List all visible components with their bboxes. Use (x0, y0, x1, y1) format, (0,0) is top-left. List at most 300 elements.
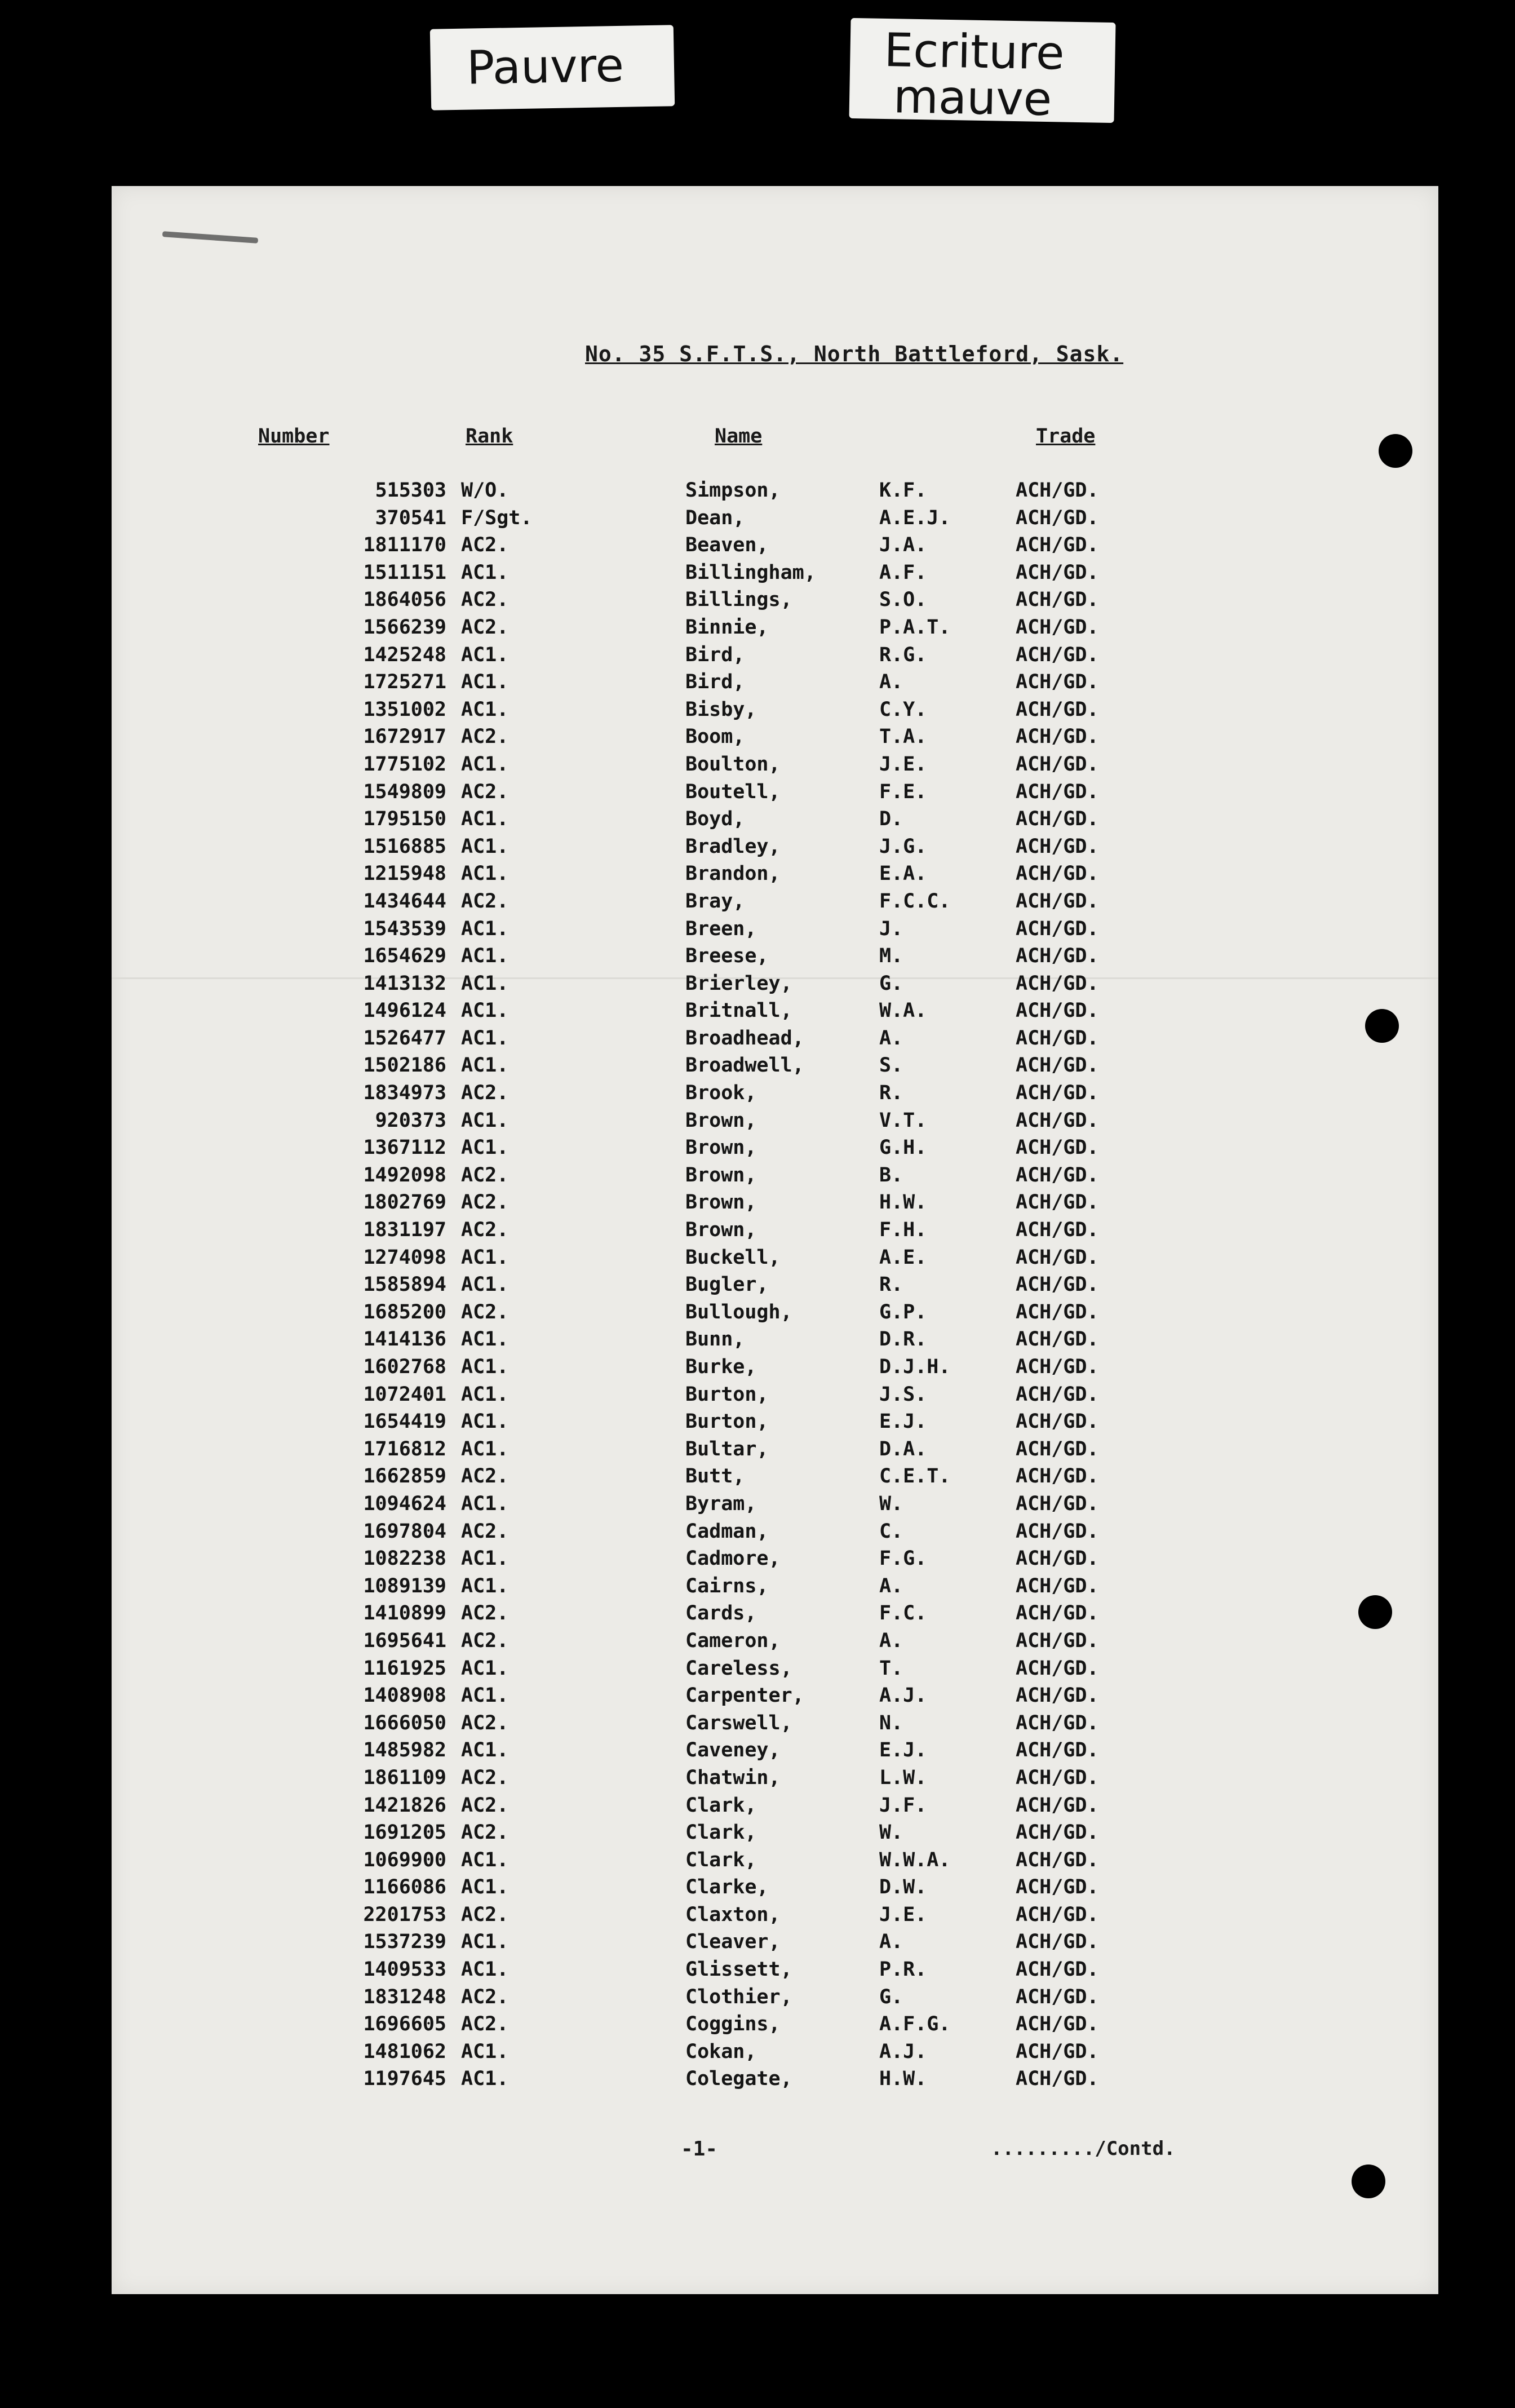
cell-initials: B. (879, 1163, 903, 1187)
cell-surname: Bird, (685, 643, 745, 666)
cell-rank: AC1. (461, 1876, 509, 1899)
cell-trade: ACH/GD. (1016, 835, 1099, 858)
cell-rank: AC1. (461, 1657, 509, 1680)
document-title: No. 35 S.F.T.S., North Battleford, Sask. (585, 342, 1124, 366)
cell-trade: ACH/GD. (1016, 1985, 1099, 2008)
cell-number: 1666050 (363, 1711, 446, 1734)
cell-number: 1072401 (363, 1383, 446, 1406)
cell-initials: S.O. (879, 588, 927, 612)
cell-rank: AC2. (461, 534, 509, 557)
cell-initials: S. (879, 1054, 903, 1077)
cell-initials: G. (879, 972, 903, 995)
cell-rank: AC2. (461, 780, 509, 803)
table-row (112, 1602, 1438, 1630)
archive-label-right (849, 18, 1115, 127)
cell-trade: ACH/GD. (1016, 1410, 1099, 1433)
cell-number: 1831248 (363, 1985, 446, 2008)
cell-surname: Careless, (685, 1657, 792, 1680)
cell-surname: Boyd, (685, 808, 745, 831)
cell-number: 1421826 (363, 1794, 446, 1817)
cell-surname: Bunn, (685, 1328, 745, 1351)
cell-number: 1274098 (363, 1246, 446, 1269)
cell-surname: Clothier, (685, 1985, 792, 2008)
cell-rank: AC1. (461, 1437, 509, 1460)
cell-surname: Carpenter, (685, 1684, 804, 1707)
cell-trade: ACH/GD. (1016, 1328, 1099, 1351)
table-row (112, 945, 1438, 972)
cell-rank: AC2. (461, 725, 509, 749)
cell-trade: ACH/GD. (1016, 1684, 1099, 1707)
label-right-line1: Ecriture (883, 23, 1065, 81)
cell-rank: AC2. (461, 1985, 509, 2008)
cell-surname: Brook, (685, 1082, 757, 1105)
cell-surname: Clark, (685, 1794, 757, 1817)
cell-initials: A.J. (879, 1684, 927, 1707)
cell-number: 1811170 (363, 534, 446, 557)
cell-surname: Broadhead, (685, 1026, 804, 1050)
table-row (112, 1383, 1438, 1411)
table-row (112, 1547, 1438, 1575)
table-row (112, 862, 1438, 890)
cell-initials: F.C. (879, 1602, 927, 1625)
cell-number: 1654419 (363, 1410, 446, 1433)
cell-rank: AC2. (461, 1465, 509, 1488)
cell-number: 1166086 (363, 1876, 446, 1899)
table-row (112, 1219, 1438, 1246)
cell-number: 1697804 (363, 1520, 446, 1543)
cell-number: 1481062 (363, 2040, 446, 2063)
table-row (112, 1739, 1438, 1767)
punch-hole (1352, 2164, 1385, 2198)
cell-surname: Bultar, (685, 1437, 769, 1460)
cell-trade: ACH/GD. (1016, 1794, 1099, 1817)
cell-initials: L.W. (879, 1766, 927, 1789)
cell-trade: ACH/GD. (1016, 1300, 1099, 1323)
cell-rank: AC1. (461, 862, 509, 886)
cell-trade: ACH/GD. (1016, 698, 1099, 721)
cell-initials: G. (879, 1985, 903, 2008)
cell-number: 1094624 (363, 1492, 446, 1515)
cell-rank: AC1. (461, 698, 509, 721)
cell-surname: Clark, (685, 1821, 757, 1844)
cell-trade: ACH/GD. (1016, 1657, 1099, 1680)
cell-initials: M. (879, 945, 903, 968)
cell-surname: Cairns, (685, 1574, 769, 1597)
cell-initials: H.W. (879, 2068, 927, 2091)
table-row (112, 1575, 1438, 1603)
cell-surname: Breen, (685, 917, 757, 940)
table-row (112, 507, 1438, 534)
cell-initials: J.S. (879, 1383, 927, 1406)
cell-initials: R.G. (879, 643, 927, 666)
cell-number: 1672917 (363, 725, 446, 749)
cell-initials: W.W.A. (879, 1848, 951, 1871)
table-row (112, 1657, 1438, 1685)
cell-number: 1496124 (363, 999, 446, 1022)
cell-number: 1537239 (363, 1931, 446, 1954)
cell-surname: Cards, (685, 1602, 757, 1625)
cell-trade: ACH/GD. (1016, 561, 1099, 584)
table-row (112, 725, 1438, 753)
cell-initials: F.C.C. (879, 889, 951, 913)
table-row (112, 698, 1438, 726)
cell-trade: ACH/GD. (1016, 1219, 1099, 1242)
table-row (112, 1136, 1438, 1164)
cell-number: 1802769 (363, 1191, 446, 1214)
cell-rank: AC1. (461, 999, 509, 1022)
cell-surname: Billingham, (685, 561, 816, 584)
cell-rank: AC1. (461, 1136, 509, 1159)
table-row (112, 972, 1438, 1000)
cell-number: 920373 (375, 1109, 446, 1132)
page-number: -1- (681, 2137, 718, 2161)
table-row (112, 835, 1438, 863)
cell-rank: W/O. (461, 479, 509, 502)
cell-number: 1492098 (363, 1163, 446, 1187)
cell-trade: ACH/GD. (1016, 1629, 1099, 1652)
cell-rank: AC1. (461, 1492, 509, 1515)
cell-trade: ACH/GD. (1016, 1136, 1099, 1159)
cell-surname: Bullough, (685, 1300, 792, 1323)
ink-smudge (162, 231, 258, 244)
cell-surname: Cadmore, (685, 1547, 781, 1570)
cell-number: 1861109 (363, 1766, 446, 1789)
cell-trade: ACH/GD. (1016, 643, 1099, 666)
cell-initials: C. (879, 1520, 903, 1543)
cell-rank: AC2. (461, 1520, 509, 1543)
cell-rank: AC2. (461, 1602, 509, 1625)
cell-surname: Brierley, (685, 972, 792, 995)
cell-trade: ACH/GD. (1016, 1931, 1099, 1954)
cell-number: 370541 (375, 506, 446, 529)
cell-number: 1775102 (363, 753, 446, 776)
cell-surname: Breese, (685, 945, 769, 968)
cell-number: 1434644 (363, 889, 446, 913)
cell-surname: Buckell, (685, 1246, 781, 1269)
cell-surname: Claxton, (685, 1903, 781, 1926)
cell-surname: Coggins, (685, 2013, 781, 2036)
cell-initials: E.J. (879, 1739, 927, 1762)
cell-initials: R. (879, 1082, 903, 1105)
cell-number: 1654629 (363, 945, 446, 968)
cell-rank: AC1. (461, 2068, 509, 2091)
table-row (112, 808, 1438, 835)
cell-surname: Clarke, (685, 1876, 769, 1899)
table-row (112, 1904, 1438, 1931)
cell-number: 1566239 (363, 616, 446, 639)
table-row (112, 1191, 1438, 1219)
cell-initials: V.T. (879, 1109, 927, 1132)
cell-rank: AC2. (461, 1191, 509, 1214)
cell-initials: A.J. (879, 2040, 927, 2063)
table-row (112, 781, 1438, 808)
cell-initials: R. (879, 1273, 903, 1296)
cell-surname: Cleaver, (685, 1931, 781, 1954)
table-row (112, 753, 1438, 781)
table-row (112, 1958, 1438, 1986)
cell-rank: AC2. (461, 616, 509, 639)
table-row (112, 479, 1438, 507)
cell-trade: ACH/GD. (1016, 1876, 1099, 1899)
table-row (112, 999, 1438, 1027)
cell-surname: Binnie, (685, 616, 769, 639)
cell-number: 1685200 (363, 1300, 446, 1323)
cell-trade: ACH/GD. (1016, 1766, 1099, 1789)
cell-number: 1408908 (363, 1684, 446, 1707)
cell-initials: H.W. (879, 1191, 927, 1214)
cell-surname: Cameron, (685, 1629, 781, 1652)
label-left-text: Pauvre (466, 38, 624, 95)
cell-trade: ACH/GD. (1016, 616, 1099, 639)
header-trade: Trade (1036, 425, 1096, 448)
cell-rank: AC2. (461, 1300, 509, 1323)
cell-rank: AC1. (461, 1739, 509, 1762)
cell-rank: AC2. (461, 1903, 509, 1926)
cell-number: 1691205 (363, 1821, 446, 1844)
cell-trade: ACH/GD. (1016, 1574, 1099, 1597)
cell-rank: AC1. (461, 1328, 509, 1351)
cell-number: 1696605 (363, 2013, 446, 2036)
cell-initials: A. (879, 1026, 903, 1050)
cell-surname: Butt, (685, 1465, 745, 1488)
table-row (112, 616, 1438, 644)
cell-trade: ACH/GD. (1016, 479, 1099, 502)
cell-surname: Simpson, (685, 479, 781, 502)
cell-initials: A. (879, 1629, 903, 1652)
cell-trade: ACH/GD. (1016, 1026, 1099, 1050)
table-row (112, 1520, 1438, 1548)
cell-number: 1864056 (363, 588, 446, 612)
cell-rank: AC1. (461, 1848, 509, 1871)
cell-number: 1413132 (363, 972, 446, 995)
cell-initials: J. (879, 917, 903, 940)
cell-trade: ACH/GD. (1016, 588, 1099, 612)
cell-number: 1716812 (363, 1437, 446, 1460)
cell-initials: J.E. (879, 1903, 927, 1926)
cell-initials: A.F. (879, 561, 927, 584)
cell-trade: ACH/GD. (1016, 506, 1099, 529)
cell-initials: D.J.H. (879, 1356, 951, 1378)
cell-trade: ACH/GD. (1016, 1356, 1099, 1378)
cell-number: 1695641 (363, 1629, 446, 1652)
table-row (112, 588, 1438, 616)
cell-rank: AC1. (461, 1026, 509, 1050)
cell-trade: ACH/GD. (1016, 1437, 1099, 1460)
cell-surname: Chatwin, (685, 1766, 781, 1789)
header-rank: Rank (466, 425, 513, 448)
cell-initials: G.H. (879, 1136, 927, 1159)
table-row (112, 1821, 1438, 1849)
cell-rank: AC1. (461, 1547, 509, 1570)
cell-rank: F/Sgt. (461, 506, 533, 529)
cell-surname: Carswell, (685, 1711, 792, 1734)
table-row (112, 1767, 1438, 1794)
table-row (112, 1684, 1438, 1712)
table-row (112, 1328, 1438, 1356)
cell-initials: T. (879, 1657, 903, 1680)
personnel-list (112, 479, 1438, 2095)
cell-initials: P.R. (879, 1958, 927, 1981)
cell-rank: AC2. (461, 1163, 509, 1187)
cell-trade: ACH/GD. (1016, 1520, 1099, 1543)
cell-initials: D. (879, 808, 903, 831)
cell-trade: ACH/GD. (1016, 1246, 1099, 1269)
cell-surname: Bisby, (685, 698, 757, 721)
cell-number: 1585894 (363, 1273, 446, 1296)
cell-surname: Brown, (685, 1136, 757, 1159)
cell-trade: ACH/GD. (1016, 1492, 1099, 1515)
cell-surname: Glissett, (685, 1958, 792, 1981)
cell-trade: ACH/GD. (1016, 2013, 1099, 2036)
cell-rank: AC2. (461, 1711, 509, 1734)
cell-rank: AC1. (461, 2040, 509, 2063)
cell-initials: A.F.G. (879, 2013, 951, 2036)
cell-surname: Boutell, (685, 780, 781, 803)
cell-number: 1410899 (363, 1602, 446, 1625)
cell-number: 1602768 (363, 1356, 446, 1378)
cell-surname: Billings, (685, 588, 792, 612)
cell-initials: D.W. (879, 1876, 927, 1899)
cell-rank: AC2. (461, 1794, 509, 1817)
cell-surname: Caveney, (685, 1739, 781, 1762)
cell-number: 1161925 (363, 1657, 446, 1680)
cell-initials: J.A. (879, 534, 927, 557)
cell-initials: K.F. (879, 479, 927, 502)
cell-number: 1069900 (363, 1848, 446, 1871)
cell-trade: ACH/GD. (1016, 972, 1099, 995)
cell-rank: AC1. (461, 753, 509, 776)
cell-rank: AC2. (461, 588, 509, 612)
table-row (112, 2040, 1438, 2068)
cell-rank: AC1. (461, 945, 509, 968)
cell-rank: AC1. (461, 1574, 509, 1597)
cell-initials: F.H. (879, 1219, 927, 1242)
cell-rank: AC1. (461, 1273, 509, 1296)
cell-trade: ACH/GD. (1016, 1109, 1099, 1132)
cell-rank: AC1. (461, 1383, 509, 1406)
header-number: Number (258, 425, 330, 448)
cell-trade: ACH/GD. (1016, 1465, 1099, 1488)
cell-surname: Bradley, (685, 835, 781, 858)
cell-surname: Burton, (685, 1410, 769, 1433)
cell-trade: ACH/GD. (1016, 917, 1099, 940)
table-row (112, 1849, 1438, 1876)
cell-surname: Beaven, (685, 534, 769, 557)
cell-surname: Bird, (685, 671, 745, 694)
table-row (112, 1356, 1438, 1383)
cell-trade: ACH/GD. (1016, 780, 1099, 803)
cell-number: 2201753 (363, 1903, 446, 1926)
table-row (112, 890, 1438, 918)
table-row (112, 534, 1438, 561)
cell-rank: AC1. (461, 1054, 509, 1077)
cell-trade: ACH/GD. (1016, 1054, 1099, 1077)
table-row (112, 1438, 1438, 1466)
cell-surname: Dean, (685, 506, 745, 529)
cell-number: 1526477 (363, 1026, 446, 1050)
cell-trade: ACH/GD. (1016, 671, 1099, 694)
cell-number: 1831197 (363, 1219, 446, 1242)
cell-trade: ACH/GD. (1016, 1711, 1099, 1734)
cell-number: 1215948 (363, 862, 446, 886)
cell-rank: AC1. (461, 643, 509, 666)
cell-rank: AC2. (461, 1082, 509, 1105)
table-row (112, 1986, 1438, 2013)
cell-trade: ACH/GD. (1016, 1821, 1099, 1844)
cell-trade: ACH/GD. (1016, 1958, 1099, 1981)
table-row (112, 1273, 1438, 1301)
table-row (112, 1712, 1438, 1739)
cell-surname: Bugler, (685, 1273, 769, 1296)
cell-rank: AC1. (461, 561, 509, 584)
cell-surname: Bray, (685, 889, 745, 913)
cell-trade: ACH/GD. (1016, 1848, 1099, 1871)
cell-trade: ACH/GD. (1016, 1082, 1099, 1105)
cell-trade: ACH/GD. (1016, 1273, 1099, 1296)
table-row (112, 561, 1438, 589)
cell-initials: W. (879, 1492, 903, 1515)
cell-number: 1367112 (363, 1136, 446, 1159)
cell-rank: AC2. (461, 1219, 509, 1242)
table-row (112, 1794, 1438, 1822)
cell-surname: Cadman, (685, 1520, 769, 1543)
table-row (112, 1164, 1438, 1192)
table-row (112, 1054, 1438, 1082)
cell-surname: Burton, (685, 1383, 769, 1406)
cell-initials: E.J. (879, 1410, 927, 1433)
table-row (112, 1465, 1438, 1493)
cell-rank: AC1. (461, 1931, 509, 1954)
cell-trade: ACH/GD. (1016, 1739, 1099, 1762)
cell-number: 1197645 (363, 2068, 446, 2091)
cell-initials: F.E. (879, 780, 927, 803)
cell-trade: ACH/GD. (1016, 753, 1099, 776)
cell-trade: ACH/GD. (1016, 1383, 1099, 1406)
cell-trade: ACH/GD. (1016, 1163, 1099, 1187)
cell-rank: AC2. (461, 889, 509, 913)
cell-number: 1409533 (363, 1958, 446, 1981)
cell-initials: J.G. (879, 835, 927, 858)
cell-surname: Colegate, (685, 2068, 792, 2091)
cell-number: 1511151 (363, 561, 446, 584)
label-right-line2: mauve (893, 70, 1053, 127)
cell-rank: AC2. (461, 1766, 509, 1789)
cell-number: 1795150 (363, 808, 446, 831)
cell-rank: AC1. (461, 1410, 509, 1433)
cell-surname: Brown, (685, 1191, 757, 1214)
cell-number: 1516885 (363, 835, 446, 858)
cell-surname: Britnall, (685, 999, 792, 1022)
cell-number: 1414136 (363, 1328, 446, 1351)
table-row (112, 1876, 1438, 1904)
cell-rank: AC1. (461, 1246, 509, 1269)
cell-rank: AC1. (461, 1109, 509, 1132)
cell-trade: ACH/GD. (1016, 808, 1099, 831)
cell-initials: W.A. (879, 999, 927, 1022)
cell-initials: E.A. (879, 862, 927, 886)
cell-trade: ACH/GD. (1016, 2040, 1099, 2063)
cell-trade: ACH/GD. (1016, 1602, 1099, 1625)
cell-initials: A. (879, 1574, 903, 1597)
cell-trade: ACH/GD. (1016, 862, 1099, 886)
cell-initials: G.P. (879, 1300, 927, 1323)
cell-initials: T.A. (879, 725, 927, 749)
cell-number: 515303 (375, 479, 446, 502)
cell-rank: AC2. (461, 1629, 509, 1652)
cell-initials: N. (879, 1711, 903, 1734)
cell-trade: ACH/GD. (1016, 1903, 1099, 1926)
cell-initials: P.A.T. (879, 616, 951, 639)
